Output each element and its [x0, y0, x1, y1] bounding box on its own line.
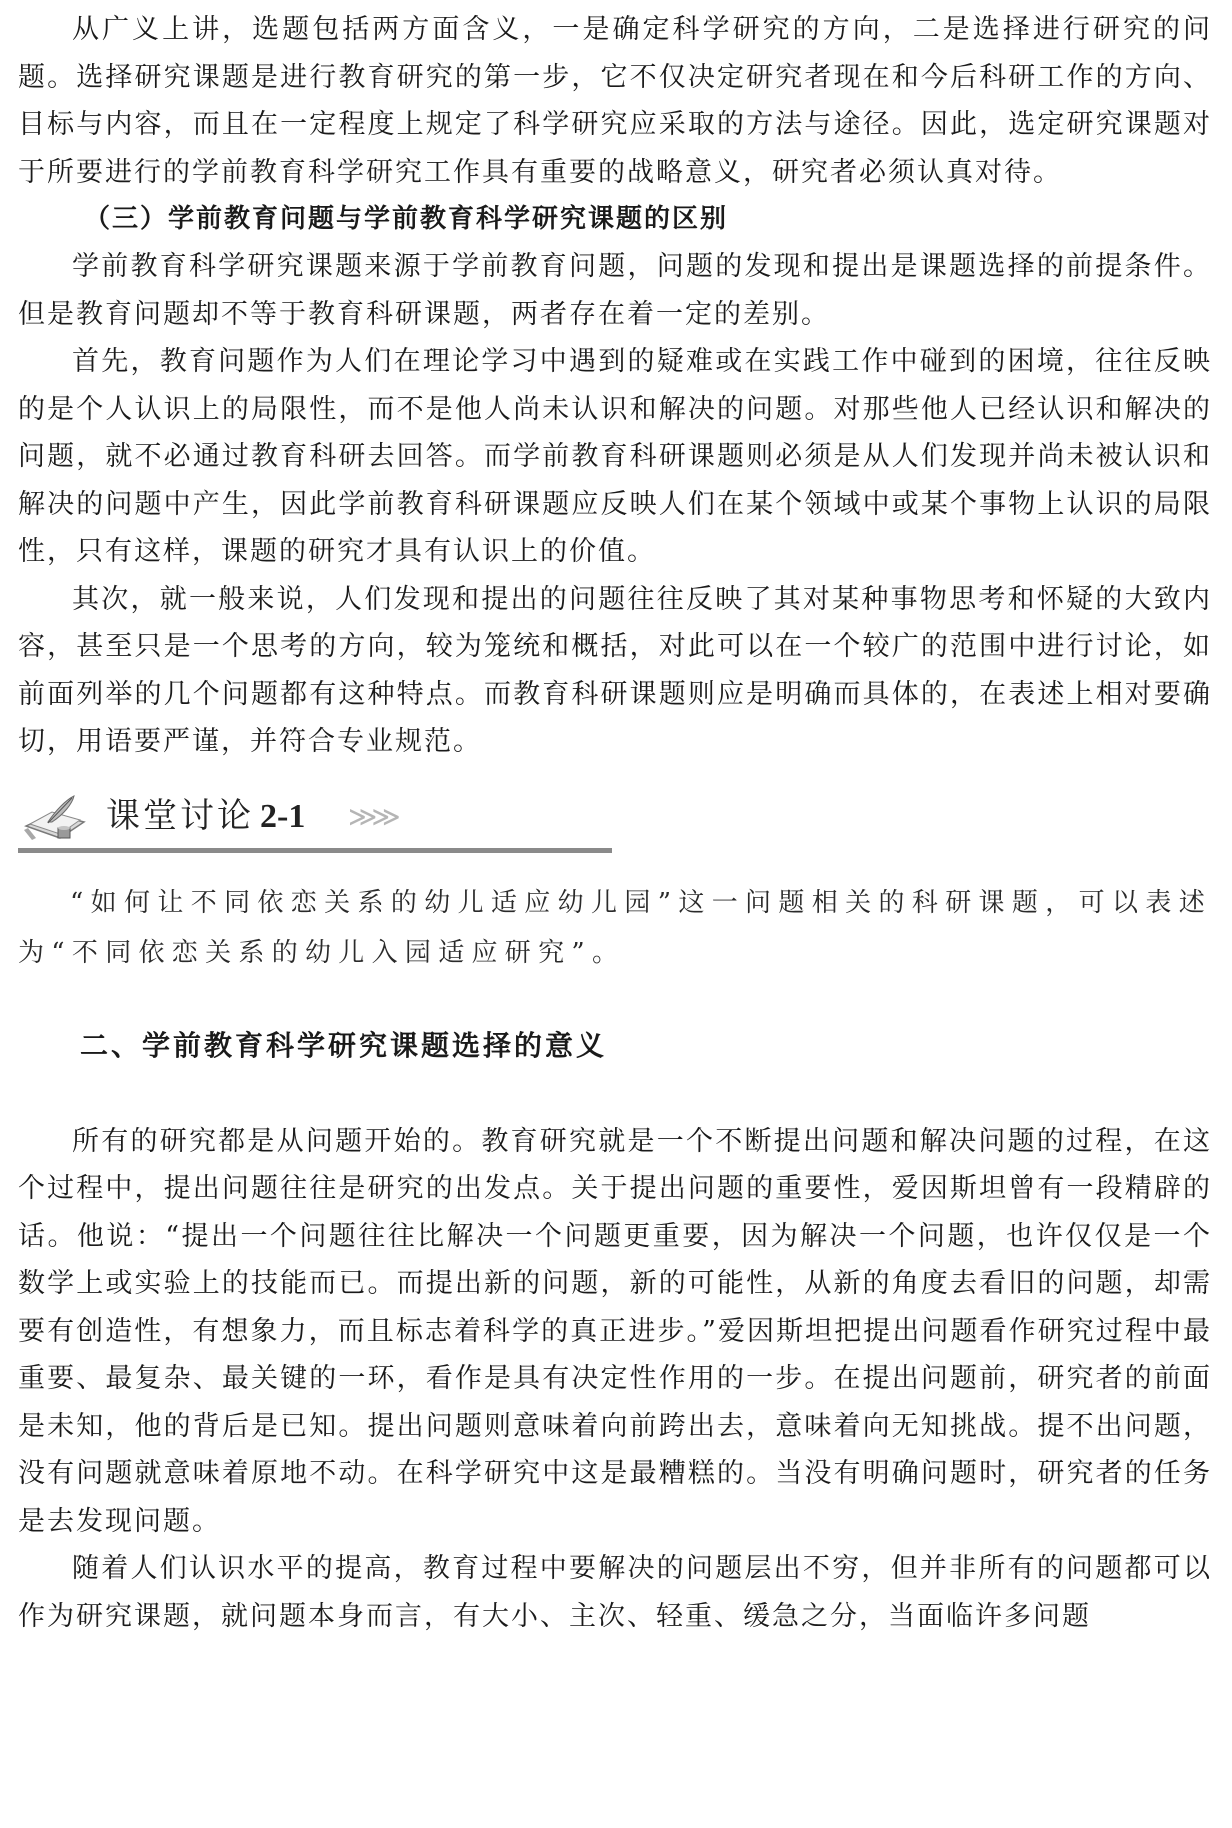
classroom-discussion-banner — [18, 784, 1212, 856]
discussion-body: “如何让不同依恋关系的幼儿适应幼儿园”这一问题相关的科研课题，可以表述为“不同依恋关系的幼儿入园适应研究”。 — [18, 887, 1212, 968]
paragraph-intro: 从广义上讲，选题包括两方面含义，一是确定科学研究的方向，二是选择进行研究的问题。选择研究课题是进行教育研究的第一步，它不仅决定研究者现在和今后科研工作的方向、目标与内容，而且在一定程度上规定了科学研究应采取的方法与途径。因此，选定研究课题对于所要进行的学前教育科学研究工作具有重要的战略意义，研究者必须认真对待。 — [18, 14, 1212, 188]
discussion-divider — [18, 848, 612, 853]
book-quill-icon — [22, 792, 92, 844]
subsection-heading: （三）学前教育问题与学前教育科学研究课题的区别 — [84, 204, 729, 234]
document-page — [18, 6, 1212, 1640]
discussion-title-label: 课堂讨论 — [106, 795, 254, 836]
discussion-number: 2-1 — [260, 797, 306, 835]
paragraph: 其次，就一般来说，人们发现和提出的问题往往反映了其对某种事物思考和怀疑的大致内容，甚至只是一个思考的方向，较为笼统和概括，对此可以在一个较广的范围中进行讨论，如前面列举的几个问题都有这种特点。而教育科研课题则应是明确而具体的，在表述上相对要确切，用语要严谨，并符合专业规范。 — [18, 583, 1212, 757]
paragraph: 所有的研究都是从问题开始的。教育研究就是一个不断提出问题和解决问题的过程，在这个过程中，提出问题往往是研究的出发点。关于提出问题的重要性，爱因斯坦曾有一段精辟的话。他说：“提出一个问题往往比解决一个问题更重要，因为解决一个问题，也许仅仅是一个数学上或实验上的技能而已。而提出新的问题，新的可能性，从新的角度去看旧的问题，却需要有创造性，有想象力，而且标志着科学的真正进步。”爱因斯坦把提出问题看作研究过程中最重要、最复杂、最关键的一环，看作是具有决定性作用的一步。在提出问题前，研究者的前面是未知，他的背后是已知。提出问题则意味着向前跨出去，意味着向无知挑战。提不出问题，没有问题就意味着原地不动。在科学研究中这是最糟糕的。当没有明确问题时，研究者的任务是去发现问题。 — [18, 1125, 1212, 1537]
paragraph: 学前教育科学研究课题来源于学前教育问题，问题的发现和提出是课题选择的前提条件。但是教育问题却不等于教育科研课题，两者存在着一定的差别。 — [18, 251, 1212, 330]
paragraph: 随着人们认识水平的提高，教育过程中要解决的问题层出不穷，但并非所有的问题都可以作为研究课题，就问题本身而言，有大小、主次、轻重、缓急之分，当面临许多问题 — [18, 1553, 1212, 1632]
section-heading: 二、学前教育科学研究课题选择的意义 — [80, 1028, 608, 1062]
chevrons-right-icon: ≫≫ — [348, 799, 395, 833]
paragraph: 首先，教育问题作为人们在理论学习中遇到的疑难或在实践工作中碰到的困境，往往反映的是个人认识上的局限性，而不是他人尚未认识和解决的问题。对那些他人已经认识和解决的问题，就不必通过教育科研去回答。而学前教育科研课题则必须是从人们发现并尚未被认识和解决的问题中产生，因此学前教育科研课题应反映人们在某个领域中或某个事物上认识的局限性，只有这样，课题的研究才具有认识上的价值。 — [18, 346, 1212, 567]
discussion-title — [106, 794, 305, 839]
